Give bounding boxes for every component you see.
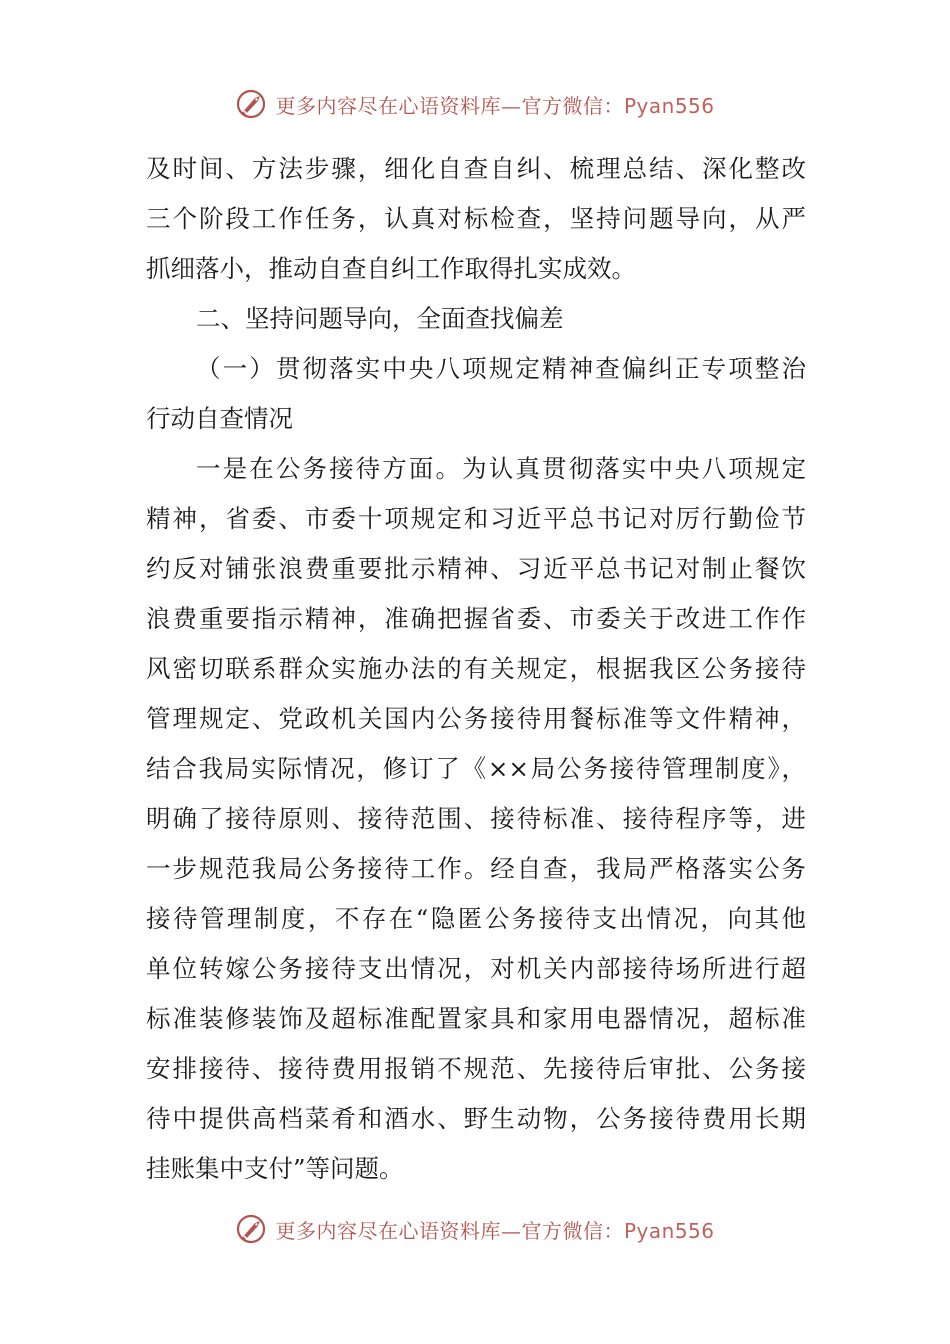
text-line: 明确了接待原则、接待范围、接待标准、接待程序等，进 (146, 804, 806, 833)
text-line: 浪费重要指示精神，准确把握省委、市委关于改进工作作 (146, 604, 806, 633)
text-line: 行动自查情况 (146, 404, 293, 433)
text-line: 管理规定、党政机关国内公务接待用餐标准等文件精神， (146, 704, 806, 733)
text-line: 三个阶段工作任务，认真对标检查，坚持问题导向，从严 (146, 204, 806, 233)
pen-nib-icon (235, 87, 269, 121)
header-watermark-banner (0, 84, 950, 124)
footer-watermark-banner (0, 1209, 950, 1249)
header-wechat-id: Pyan556 (623, 93, 715, 118)
text-line: 风密切联系群众实施办法的有关规定，根据我区公务接待 (146, 654, 806, 683)
text-line: 标准装修装饰及超标准配置家具和家用电器情况，超标准 (146, 1004, 806, 1033)
text-line: 结合我局实际情况，修订了《××局公务接待管理制度》， (146, 754, 806, 783)
text-line: 挂账集中支付”等问题。 (146, 1154, 404, 1183)
pen-nib-icon (235, 1212, 269, 1246)
footer-wechat-id: Pyan556 (623, 1218, 715, 1243)
footer-watermark-text: 更多内容尽在心语资料库—官方微信：Pyan556 (275, 1218, 715, 1243)
text-line: 一是在公务接待方面。为认真贯彻落实中央八项规定 (196, 454, 806, 483)
text-line: （一）贯彻落实中央八项规定精神查偏纠正专项整治 (196, 354, 806, 383)
header-watermark-text: 更多内容尽在心语资料库—官方微信：Pyan556 (275, 93, 715, 118)
text-line: 待中提供高档菜肴和酒水、野生动物，公务接待费用长期 (146, 1104, 806, 1133)
text-line: 接待管理制度，不存在“隐匿公务接待支出情况，向其他 (146, 904, 806, 933)
text-line: 一步规范我局公务接待工作。经自查，我局严格落实公务 (146, 854, 806, 883)
text-line: 单位转嫁公务接待支出情况，对机关内部接待场所进行超 (146, 954, 806, 983)
text-line: 二、坚持问题导向，全面查找偏差 (196, 304, 564, 333)
document-body (146, 144, 806, 1194)
text-line: 抓细落小，推动自查自纠工作取得扎实成效。 (146, 254, 636, 283)
text-line: 及时间、方法步骤，细化自查自纠、梳理总结、深化整改 (146, 154, 806, 183)
text-line: 安排接待、接待费用报销不规范、先接待后审批、公务接 (146, 1054, 806, 1083)
text-line: 约反对铺张浪费重要批示精神、习近平总书记对制止餐饮 (146, 554, 806, 583)
text-line: 精神，省委、市委十项规定和习近平总书记对厉行勤俭节 (146, 504, 806, 533)
